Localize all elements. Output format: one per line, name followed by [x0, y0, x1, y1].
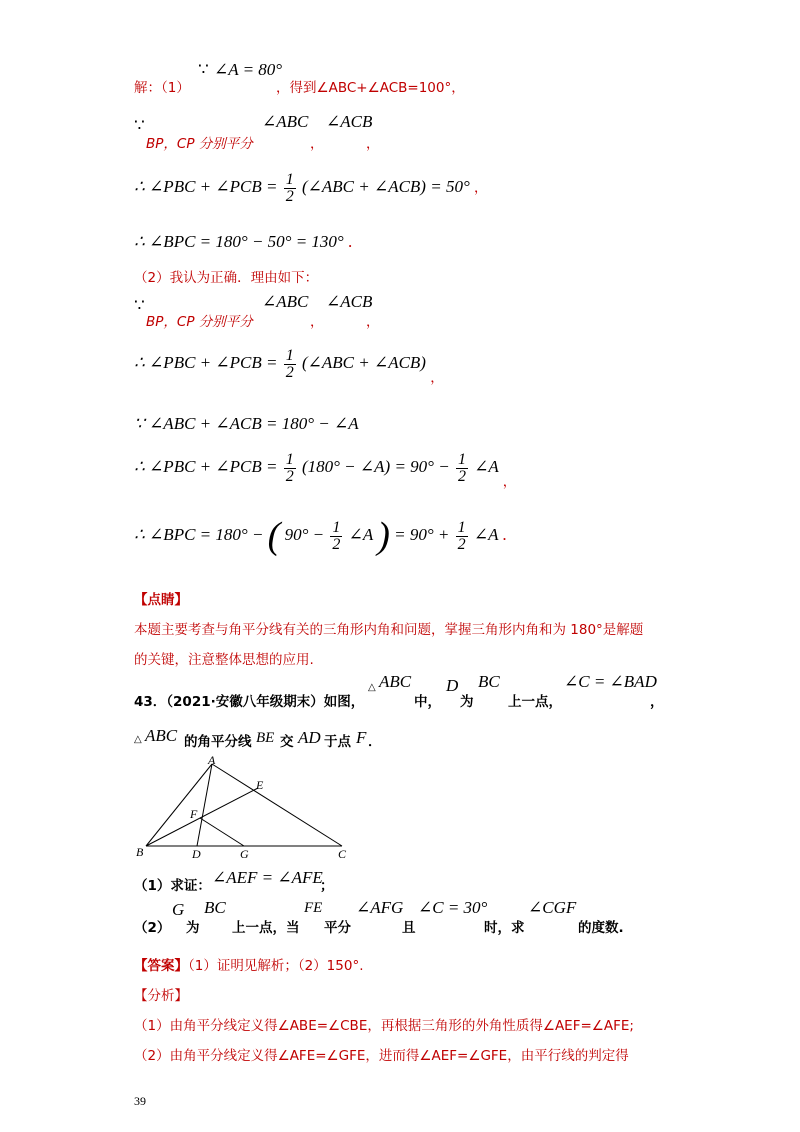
tip-title: 【点睛】 — [134, 592, 188, 608]
triangle-figure — [130, 752, 360, 864]
point-g: G — [172, 900, 185, 919]
label-f: F — [190, 807, 198, 821]
answer-text: （1）证明见解析；（2）150°. — [188, 958, 364, 974]
q-text: 且 — [402, 920, 416, 936]
because-symbol: ∵ — [134, 296, 145, 315]
fraction-half: $\frac{1}{2}$ — [285, 450, 294, 485]
given-angle-a: ∠A = 80° — [214, 60, 283, 79]
solution-label: 解：（1） — [134, 80, 190, 96]
equation-line — [134, 232, 352, 252]
fraction-half: $\frac{1}{2}$ — [457, 450, 466, 485]
fraction-half: $\frac{1}{2}$ — [332, 518, 341, 553]
q-text: 平分 — [324, 920, 351, 936]
triangle-symbol: △ — [368, 682, 376, 693]
q43-text: 上一点， — [508, 694, 562, 710]
point-d: D — [446, 676, 459, 695]
equation-line — [134, 164, 488, 211]
condition-c-30: ∠C = 30° — [418, 898, 488, 917]
eq-right: (∠ABC + ∠ACB) — [301, 353, 426, 372]
fraction-half: $\frac{1}{2}$ — [457, 518, 466, 553]
separator: ， — [430, 370, 444, 386]
segment-ad — [197, 764, 212, 846]
segment-fg — [200, 818, 244, 846]
q43-text: ， — [650, 694, 664, 710]
label-g: G — [240, 847, 249, 861]
bisector-text: BP，CP 分别平分 — [146, 314, 253, 330]
eq-right: (∠ABC + ∠ACB) = 50° — [301, 177, 470, 196]
eq-left: ∴ ∠PBC + ∠PCB = — [134, 177, 278, 196]
q43-text: ． — [368, 734, 382, 750]
angle-afg: ∠AFG — [356, 898, 404, 917]
page-number: 39 — [134, 1094, 146, 1108]
angle-acb: ∠ACB — [326, 112, 373, 131]
left-paren: ( — [267, 515, 281, 558]
equation-line — [134, 510, 507, 560]
point-f: F — [356, 728, 367, 747]
separator: ， — [310, 314, 324, 330]
eq-mid: (180° − ∠A) = 90° − — [301, 457, 450, 476]
because-symbol: ∵ — [134, 116, 145, 135]
segment-bc: BC — [204, 898, 226, 917]
label-e: E — [256, 778, 264, 792]
q43-text: 为 — [460, 694, 474, 710]
separator: ， — [310, 136, 324, 152]
eq-mid: = 90° + — [394, 525, 450, 544]
sub-question-2: （2） — [134, 920, 171, 936]
eq-inner: 90° − — [284, 525, 325, 544]
segment-be: BE — [256, 730, 275, 746]
answer-line — [134, 954, 364, 974]
separator: ， — [366, 136, 380, 152]
equation-line — [134, 444, 516, 505]
question-43-header: 43．（2021·安徽八年级期末）如图， — [134, 694, 365, 710]
fraction-half: $\frac{1}{2}$ — [285, 346, 294, 381]
triangle-symbol: △ — [134, 734, 142, 745]
segment-fe: FE — [304, 900, 323, 916]
sub-question-1: （1）求证： — [134, 878, 211, 894]
sum-result: ，得到∠ABC+∠ACB=100°， — [276, 80, 465, 96]
because-symbol: ∵ — [198, 60, 209, 79]
angle-abc: ∠ABC — [262, 292, 309, 311]
q43-text: 的角平分线 — [184, 734, 252, 750]
analysis-title: 【分析】 — [134, 988, 188, 1004]
q43-text: 中， — [414, 694, 441, 710]
analysis-line-1: （1）由角平分线定义得∠ABE=∠CBE，再根据三角形的外角性质得∠AEF=∠AFE; — [134, 1018, 634, 1034]
q-text: 为 — [186, 920, 200, 936]
bisector-text: BP，CP 分别平分 — [146, 136, 253, 152]
proof-equation: ∠AEF = ∠AFE — [212, 868, 323, 887]
angle-acb: ∠ACB — [326, 292, 373, 311]
segment-bc: BC — [478, 672, 500, 691]
separator: . — [502, 525, 507, 544]
analysis-line-2: （2）由角平分线定义得∠AFE=∠GFE，进而得∠AEF=∠GFE，由平行线的判定得 — [134, 1048, 629, 1064]
eq-left: ∴ ∠PBC + ∠PCB = — [134, 353, 278, 372]
label-d: D — [192, 847, 201, 861]
equation-angle-sum: ∵ ∠ABC + ∠ACB = 180° − ∠A — [134, 414, 359, 433]
separator: ， — [366, 314, 380, 330]
separator: . — [347, 232, 353, 251]
label-a: A — [208, 753, 216, 767]
right-paren: ) — [377, 515, 390, 558]
triangle-abc: ABC — [145, 726, 178, 745]
part-2-intro: （2）我认为正确．理由如下： — [134, 270, 319, 286]
q-text: 时，求 — [484, 920, 525, 936]
answer-title: 【答案】 — [134, 958, 188, 974]
eq-bpc-130: ∴ ∠BPC = 180° − 50° = 130° — [134, 232, 344, 251]
q43-text: 于点 — [324, 734, 351, 750]
tip-line-2: 的关键，注意整体思想的应用. — [134, 652, 314, 668]
equation-line — [134, 340, 444, 401]
segment-ab — [146, 764, 212, 846]
label-c: C — [338, 847, 347, 861]
q43-text: 交 — [280, 734, 294, 750]
eq-right: ∠A — [474, 457, 499, 476]
q-text: 的度数. — [578, 920, 624, 936]
angle-abc: ∠ABC — [262, 112, 309, 131]
eq-right: ∠A — [473, 525, 499, 544]
separator: ； — [320, 878, 334, 894]
eq-inner-end: ∠A — [348, 525, 373, 544]
condition-angle: ∠C = ∠BAD — [564, 672, 657, 691]
eq-left: ∴ ∠PBC + ∠PCB = — [134, 457, 278, 476]
angle-cgf: ∠CGF — [528, 898, 577, 917]
separator: ， — [502, 474, 517, 490]
segment-ac — [212, 764, 342, 846]
segment-be — [146, 788, 258, 846]
separator: ， — [474, 180, 488, 196]
q-text: 上一点，当 — [232, 920, 300, 936]
segment-ad: AD — [298, 728, 321, 747]
triangle-abc: ABC — [379, 672, 412, 691]
label-b: B — [136, 845, 144, 859]
tip-line-1: 本题主要考查与角平分线有关的三角形内角和问题，掌握三角形内角和为 180°是解题 — [134, 622, 644, 638]
fraction-half: $\frac{1}{2}$ — [285, 170, 294, 205]
eq-left: ∴ ∠BPC = 180° − — [134, 525, 264, 544]
